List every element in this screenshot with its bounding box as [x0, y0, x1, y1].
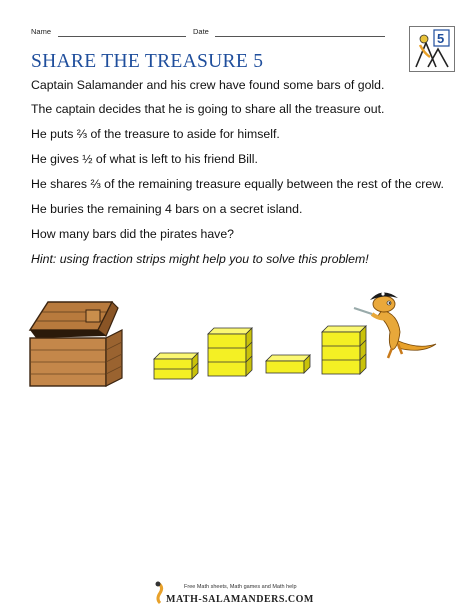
gold-bar-icon — [266, 355, 310, 373]
salamander-logo-icon — [409, 26, 455, 72]
paragraph-4: He gives ½ of what is left to his friend Bill. — [31, 152, 258, 166]
gold-bar-stack-3 — [264, 353, 316, 380]
paragraph-5: He shares ⅔ of the remaining treasure equally between the rest of the crew. — [31, 177, 444, 191]
gold-bar-icon — [154, 353, 198, 379]
treasure-chest-icon — [22, 298, 130, 390]
paragraph-6: He buries the remaining 4 bars on a secret island. — [31, 202, 303, 216]
page-title: SHARE THE TREASURE 5 — [31, 51, 264, 72]
paragraph-3: He puts ⅔ of the treasure to aside for himself. — [31, 127, 280, 141]
grade-badge: 5 — [437, 31, 445, 46]
hint-text: Hint: using fraction strips might help you to solve this problem! — [31, 252, 369, 266]
paragraph-2: The captain decides that he is going to share all the treasure out. — [31, 102, 385, 116]
footer-tagline: Free Math sheets, Math games and Math help — [184, 584, 297, 590]
footer-site[interactable]: MATH-SALAMANDERS.COM — [166, 594, 314, 605]
paragraph-7: How many bars did the pirates have? — [31, 227, 235, 241]
gold-bar-stack-2 — [206, 326, 258, 383]
footer-logo-icon — [150, 581, 166, 605]
name-label: Name — [31, 27, 52, 36]
gold-bar-stack-1 — [152, 337, 204, 386]
paragraph-1: Captain Salamander and his crew have found some bars of gold. — [31, 78, 385, 92]
name-line — [58, 36, 186, 37]
gold-bar-icon — [208, 328, 252, 376]
pirate-salamander-icon — [352, 288, 440, 360]
date-line — [215, 36, 385, 37]
date-label: Date — [193, 27, 209, 36]
